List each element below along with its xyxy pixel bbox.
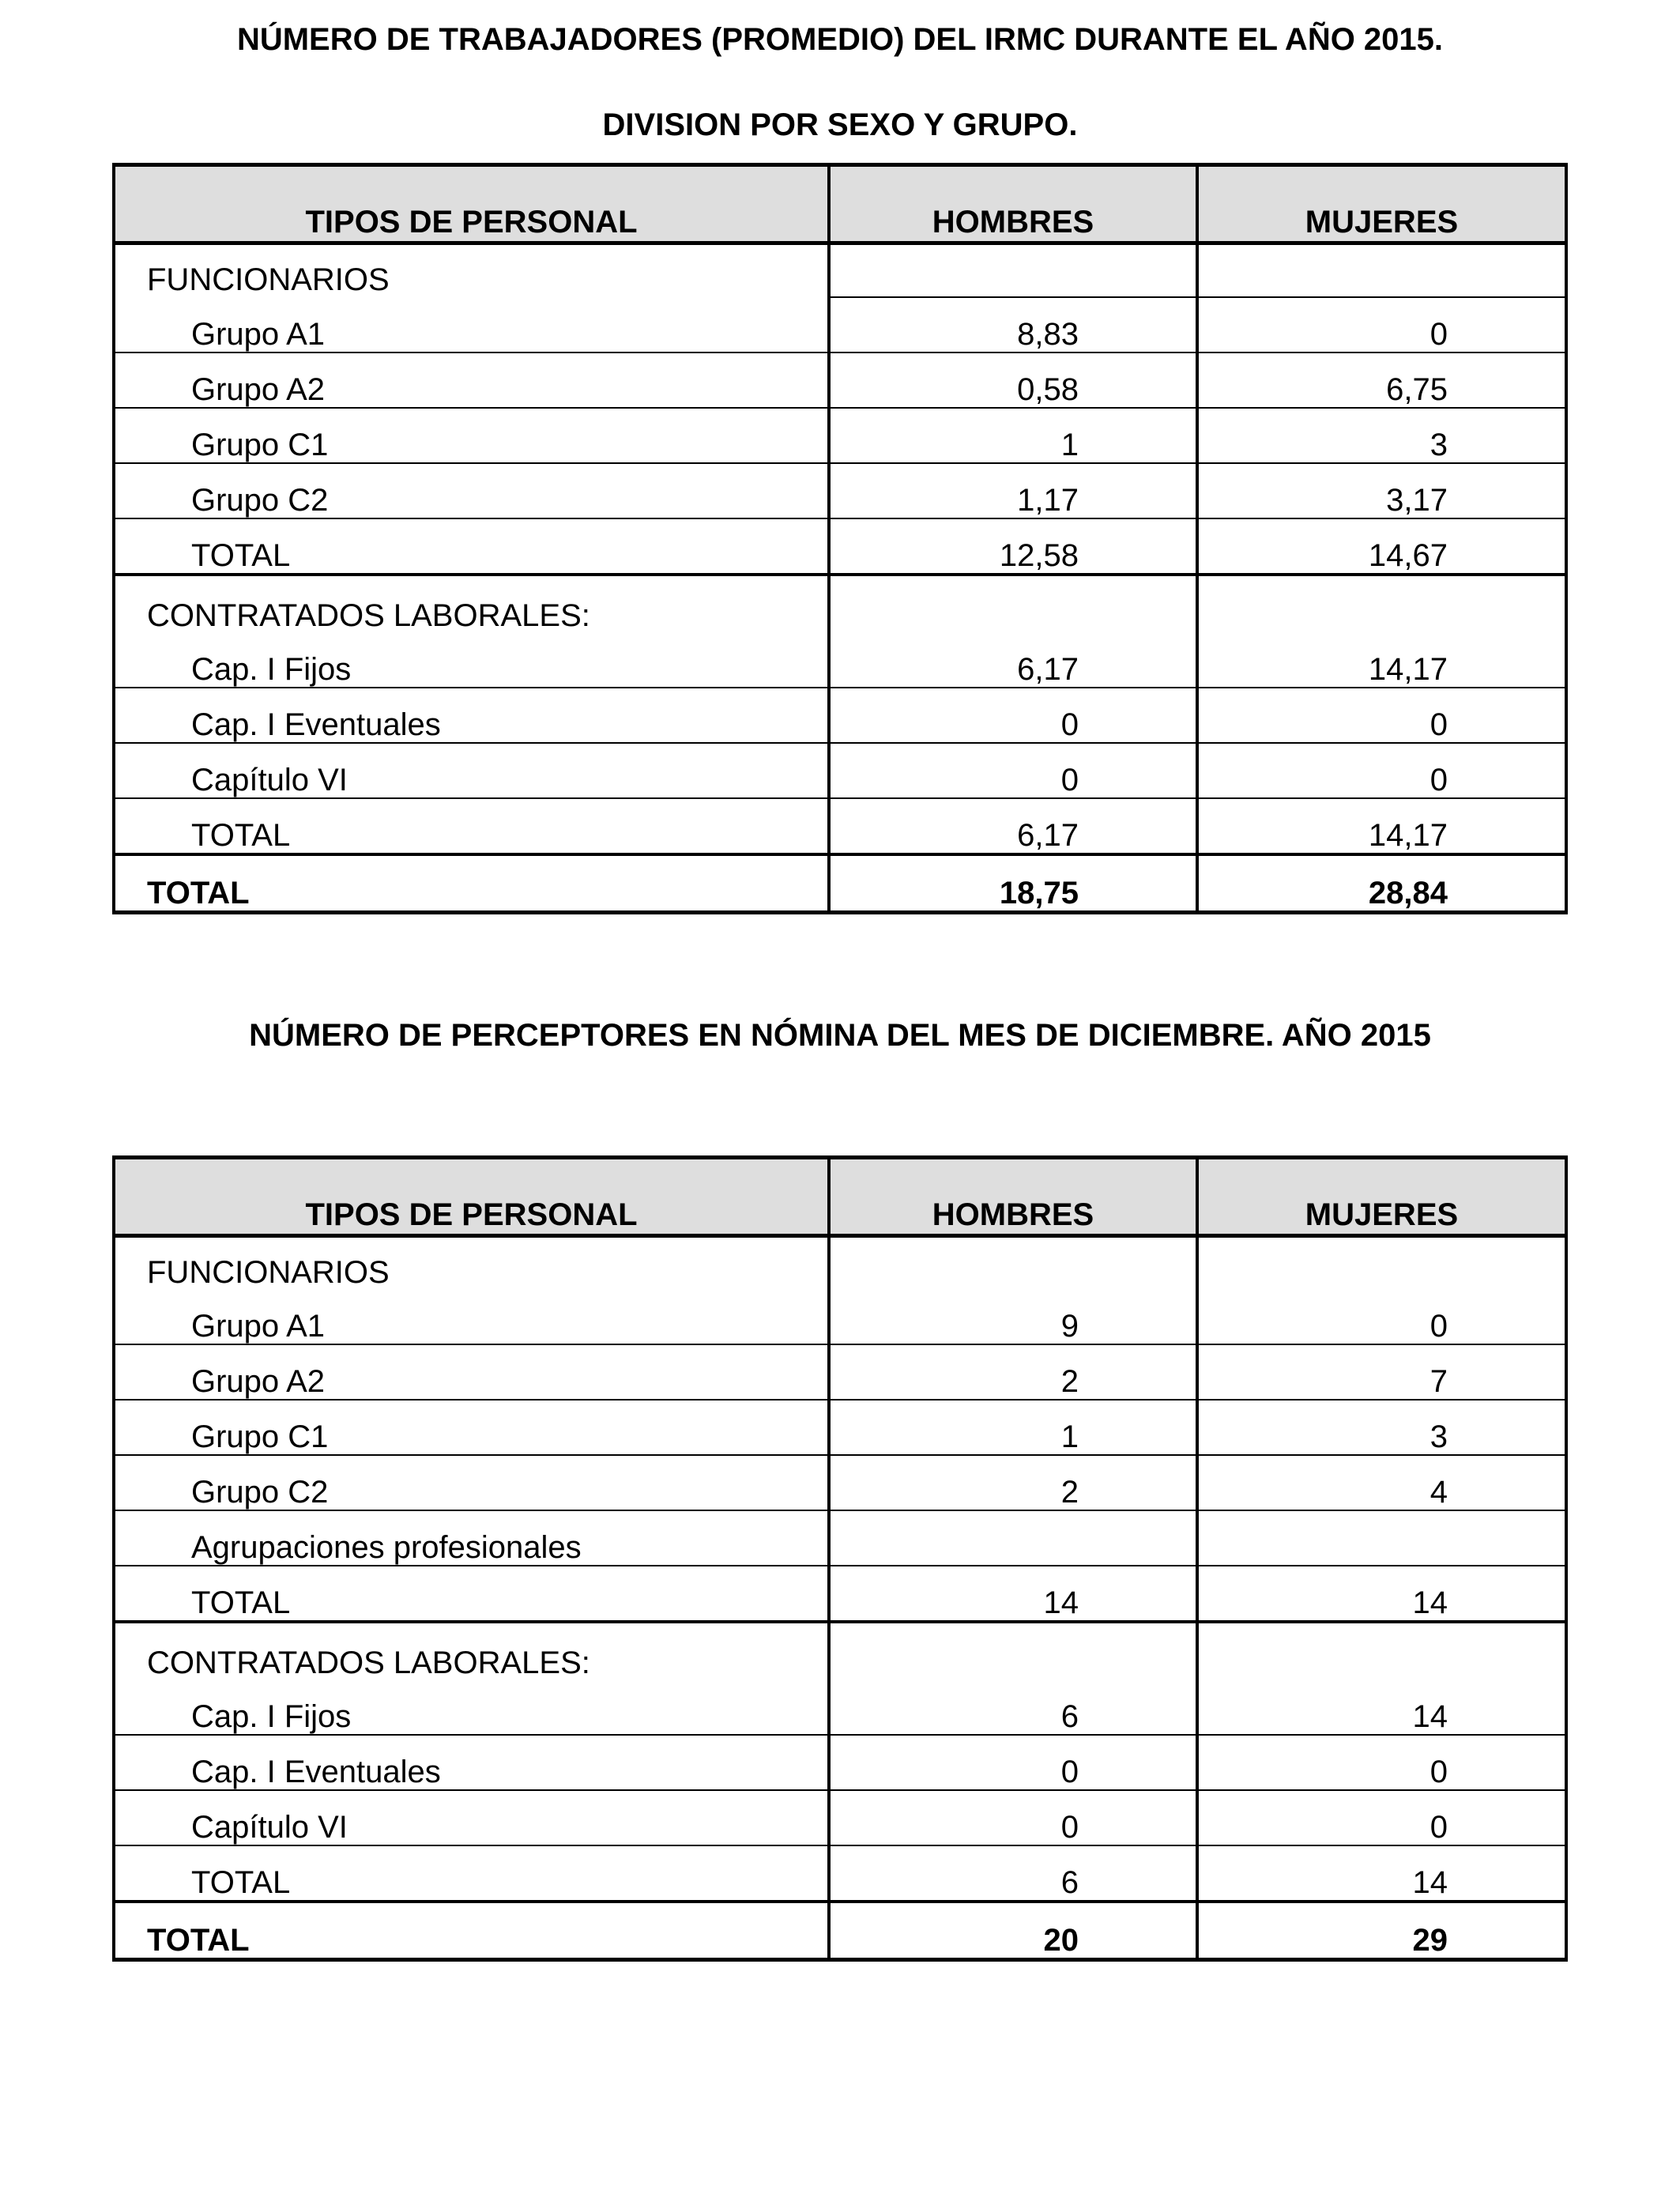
row-label: TOTAL — [114, 1845, 829, 1902]
row-hombres — [829, 1510, 1197, 1566]
row-hombres: 9 — [829, 1290, 1197, 1344]
table-row — [114, 633, 1566, 688]
row-mujeres: 4 — [1197, 1455, 1566, 1510]
table-row — [114, 1735, 1566, 1790]
row-mujeres: 14,67 — [1197, 518, 1566, 575]
row-label: Grupo C1 — [114, 408, 829, 463]
table-row — [114, 1790, 1566, 1845]
workers-average-table — [112, 163, 1568, 914]
row-mujeres: 3 — [1197, 1400, 1566, 1455]
row-label: TOTAL — [114, 1902, 829, 1960]
header-mujeres: MUJERES — [1197, 165, 1566, 243]
table-row — [114, 1344, 1566, 1400]
row-hombres: 6,17 — [829, 633, 1197, 688]
row-mujeres: 14,17 — [1197, 798, 1566, 854]
row-mujeres: 3,17 — [1197, 463, 1566, 518]
header-tipos-de-personal: TIPOS DE PERSONAL — [114, 1158, 829, 1236]
row-mujeres: 0 — [1197, 1790, 1566, 1845]
row-label: Agrupaciones profesionales — [114, 1510, 829, 1566]
grand-total-row — [114, 1902, 1566, 1960]
table-row — [114, 1455, 1566, 1510]
row-hombres: 18,75 — [829, 854, 1197, 913]
table-row — [114, 1510, 1566, 1566]
table-row — [114, 297, 1566, 352]
table-header-row — [114, 165, 1566, 243]
row-label: Grupo A2 — [114, 352, 829, 408]
payroll-recipients-table — [112, 1155, 1568, 1962]
row-label: TOTAL — [114, 1566, 829, 1622]
row-label: Capítulo VI — [114, 1790, 829, 1845]
table-header-row — [114, 1158, 1566, 1236]
row-label: Grupo C2 — [114, 463, 829, 518]
section-row-funcionarios — [114, 1236, 1566, 1290]
row-label: Grupo C2 — [114, 1455, 829, 1510]
row-hombres: 6,17 — [829, 798, 1197, 854]
page-subtitle: DIVISION POR SEXO Y GRUPO. — [602, 107, 1078, 142]
row-label: Cap. I Fijos — [114, 1680, 829, 1735]
row-hombres: 0 — [829, 1790, 1197, 1845]
subtotal-row — [114, 518, 1566, 575]
row-mujeres: 14 — [1197, 1566, 1566, 1622]
row-mujeres: 0 — [1197, 743, 1566, 798]
row-mujeres: 28,84 — [1197, 854, 1566, 913]
row-label: Capítulo VI — [114, 743, 829, 798]
table-row — [114, 352, 1566, 408]
row-mujeres: 14 — [1197, 1680, 1566, 1735]
row-hombres: 0 — [829, 743, 1197, 798]
row-hombres: 8,83 — [829, 297, 1197, 352]
row-mujeres: 14,17 — [1197, 633, 1566, 688]
header-hombres: HOMBRES — [829, 165, 1197, 243]
table-row — [114, 743, 1566, 798]
header-tipos-de-personal: TIPOS DE PERSONAL — [114, 165, 829, 243]
row-mujeres: 14 — [1197, 1845, 1566, 1902]
row-hombres: 12,58 — [829, 518, 1197, 575]
header-mujeres: MUJERES — [1197, 1158, 1566, 1236]
row-hombres: 1 — [829, 1400, 1197, 1455]
section-label: CONTRATADOS LABORALES: — [114, 1622, 829, 1680]
section-label: FUNCIONARIOS — [114, 243, 829, 297]
row-mujeres: 29 — [1197, 1902, 1566, 1960]
section-label: CONTRATADOS LABORALES: — [114, 575, 829, 633]
section-title: NÚMERO DE PERCEPTORES EN NÓMINA DEL MES DE DICIEMBRE. AÑO 2015 — [249, 1018, 1431, 1053]
table-row — [114, 408, 1566, 463]
row-label: TOTAL — [114, 854, 829, 913]
subtotal-row — [114, 798, 1566, 854]
row-label: Cap. I Eventuales — [114, 688, 829, 743]
row-mujeres: 0 — [1197, 1735, 1566, 1790]
row-label: Grupo A1 — [114, 297, 829, 352]
row-label: Grupo C1 — [114, 1400, 829, 1455]
table-row — [114, 1680, 1566, 1735]
row-hombres: 14 — [829, 1566, 1197, 1622]
row-hombres: 2 — [829, 1344, 1197, 1400]
row-hombres: 0 — [829, 688, 1197, 743]
row-hombres: 20 — [829, 1902, 1197, 1960]
row-mujeres: 6,75 — [1197, 352, 1566, 408]
row-label: Cap. I Eventuales — [114, 1735, 829, 1790]
row-hombres: 6 — [829, 1845, 1197, 1902]
row-hombres: 1,17 — [829, 463, 1197, 518]
row-label: TOTAL — [114, 798, 829, 854]
row-mujeres: 3 — [1197, 408, 1566, 463]
row-hombres: 1 — [829, 408, 1197, 463]
row-mujeres: 7 — [1197, 1344, 1566, 1400]
section-label: FUNCIONARIOS — [114, 1236, 829, 1290]
row-hombres: 0 — [829, 1735, 1197, 1790]
subtotal-row — [114, 1566, 1566, 1622]
subtotal-row — [114, 1845, 1566, 1902]
row-hombres: 0,58 — [829, 352, 1197, 408]
header-hombres: HOMBRES — [829, 1158, 1197, 1236]
section-row-laborales — [114, 1622, 1566, 1680]
row-label: TOTAL — [114, 518, 829, 575]
row-mujeres: 0 — [1197, 688, 1566, 743]
table-row — [114, 688, 1566, 743]
row-mujeres: 0 — [1197, 1290, 1566, 1344]
page-title: NÚMERO DE TRABAJADORES (PROMEDIO) DEL IRMC DURANTE EL AÑO 2015. — [236, 22, 1444, 57]
section-row-laborales — [114, 575, 1566, 633]
table-row — [114, 1290, 1566, 1344]
table-row — [114, 463, 1566, 518]
row-mujeres: 0 — [1197, 297, 1566, 352]
section-row-funcionarios — [114, 243, 1566, 297]
row-label: Grupo A2 — [114, 1344, 829, 1400]
row-mujeres — [1197, 1510, 1566, 1566]
grand-total-row — [114, 854, 1566, 913]
row-hombres: 2 — [829, 1455, 1197, 1510]
table-row — [114, 1400, 1566, 1455]
row-hombres: 6 — [829, 1680, 1197, 1735]
row-label: Cap. I Fijos — [114, 633, 829, 688]
row-label: Grupo A1 — [114, 1290, 829, 1344]
